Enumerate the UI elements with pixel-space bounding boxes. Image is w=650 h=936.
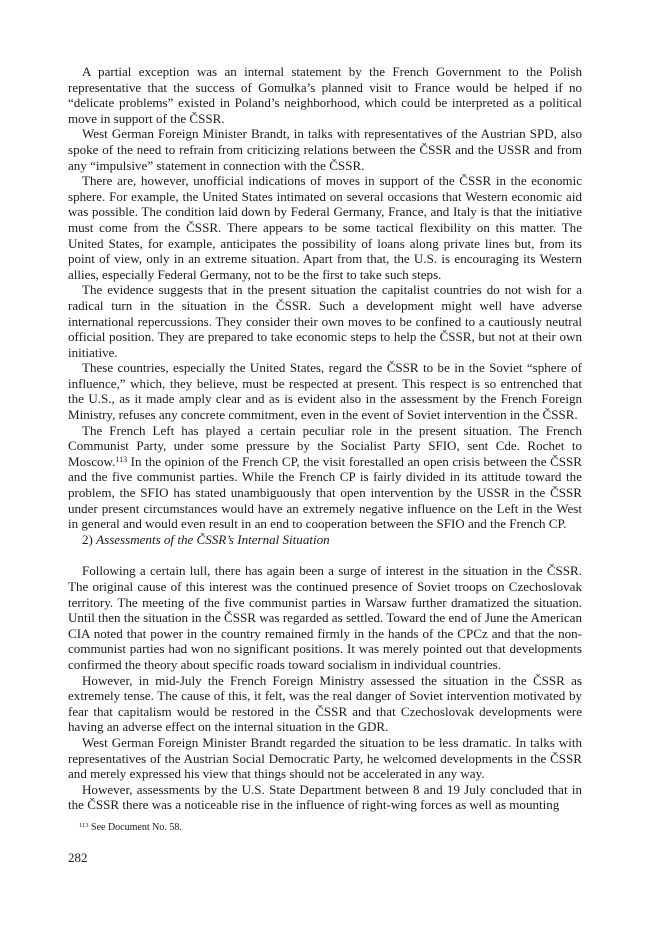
paragraph-french-left xyxy=(68,423,582,532)
paragraph: These countries, especially the United States, regard the ČSSR to be in the Soviet “sphere of influence,” which, they believe, must be respected at present. This respect is so entrenched that the U.S., as it made amply clear and as is evident also in the assessment by the French Foreign Ministry, refuses any concrete commitment, even in the event of Soviet intervention in the ČSSR. xyxy=(68,360,582,423)
paragraph: However, in mid-July the French Foreign Ministry assessed the situation in the ČSSR as extremely tense. The cause of this, it felt, was the real danger of Soviet intervention motivated by fear that capitalism would be restored in the ČSSR and that Czechoslovak developments were having an adverse effect on the internal situation in the GDR. xyxy=(68,672,582,735)
paragraph: West German Foreign Minister Brandt regarded the situation to be less dramatic. In talks with representatives of the Austrian Social Democratic Party, he welcomed developments in the ČSSR and merely expressed his view that things should not be accelerated in any way. xyxy=(68,734,582,782)
page-number: 282 xyxy=(68,850,88,865)
section-title: Assessments of the ČSSR’s Internal Situation xyxy=(96,531,330,547)
paragraph-text: In the opinion of the French CP, the visit forestalled an open crisis between the ČSSR and the five communist parties. While the French CP is fairly divided in its attitude toward the problem, the SFIO has stated unambiguously that open intervention by the USSR in the ČSSR under present circumstances would have an extremely negative influence on the Left in the West in general and would even result in an end to cooperation between the SFIO and the French CP. xyxy=(68,453,582,532)
paragraph: Following a certain lull, there has again been a surge of interest in the situation in the ČSSR. The original cause of this interest was the continued presence of Soviet troops on Czechoslovak territory. The meeting of the five communist parties in Warsaw further dramatized the situation. Until then the situation in the ČSSR was regarded as settled. Toward the end of June the American CIA noted that power in the country remained firmly in the hands of the CPCz and that the non-communist parties had won no significant positions. It was merely pointed out that developments confirmed the theory about specific roads toward socialism in individual countries. xyxy=(68,563,582,672)
section-number: 2) xyxy=(82,531,93,547)
footnote-text: See Document No. 58. xyxy=(91,822,182,833)
footnote-reference: 113 xyxy=(115,454,128,464)
paragraph: However, assessments by the U.S. State Department between 8 and 19 July concluded that in the ČSSR there was a noticeable rise in the influence of right-wing forces as well as mounting xyxy=(68,781,582,813)
paragraph: A partial exception was an internal statement by the French Government to the Polish representative that the success of Gomułka’s planned visit to France would be helped if no “delicate problems” existed in Poland’s neighborhood, which could be interpreted as a political move in support of the ČSSR. xyxy=(68,64,582,126)
footnote-number: 113 xyxy=(79,822,89,829)
footnote xyxy=(79,822,182,833)
paragraph-text: The French Left has played a certain peculiar role in the present situation. The French Communist Party, under some pressure by the Socialist Party SFIO, sent Cde. Rochet to Moscow. xyxy=(68,422,582,469)
section-heading xyxy=(68,532,582,548)
paragraph: The evidence suggests that in the present situation the capitalist countries do not wish for a radical turn in the situation in the ČSSR. Such a development might well have adverse international repercussions. They consider their own moves to be confined to a cautiously neutral official position. They are prepared to take economic steps to help the ČSSR, but not at their own initiative. xyxy=(68,282,582,360)
page-body xyxy=(68,64,582,813)
paragraph: There are, however, unofficial indications of moves in support of the ČSSR in the economic sphere. For example, the United States intimated on several occasions that Western economic aid was possible. The condition laid down by Federal Germany, France, and Italy is that the initiative must come from the ČSSR. There appears to be some tactical flexibility on this matter. The United States, for example, anticipates the possibility of loans along private lines but, from its point of view, only in an extreme situation. Apart from that, the U.S. is encouraging its Western allies, especially Federal Germany, not to be the first to take such steps. xyxy=(68,173,582,282)
paragraph: West German Foreign Minister Brandt, in talks with representatives of the Austrian SPD, also spoke of the need to refrain from criticizing relations between the ČSSR and the USSR and from any “impulsive” statement in connection with the ČSSR. xyxy=(68,126,582,173)
